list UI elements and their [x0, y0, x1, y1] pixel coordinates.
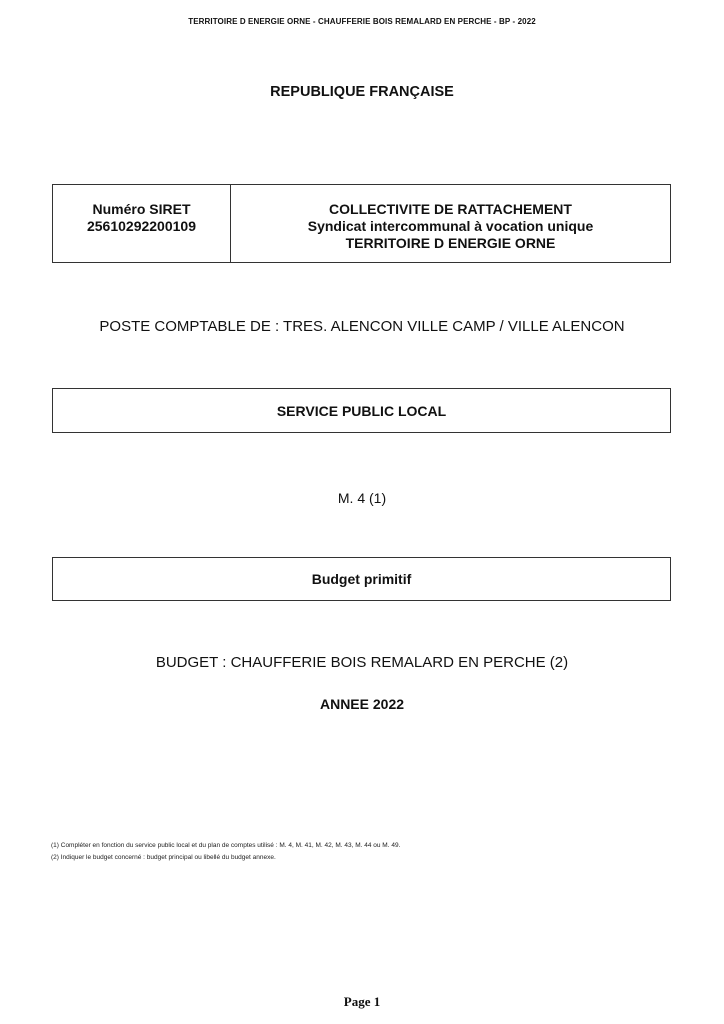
siret-number: 25610292200109: [86, 218, 196, 234]
footnotes: [51, 840, 400, 864]
service-label: SERVICE PUBLIC LOCAL: [276, 402, 447, 419]
collectivite-cell: [231, 185, 670, 262]
footnote-2: (2) Indiquer le budget concerné : budget principal ou libellé du budget annexe.: [51, 854, 276, 861]
footnote-1: (1) Compléter en fonction du service public local et du plan de comptes utilisé : M. 4, M. 41, M. 42, M. 43, M. 44 ou M. 49.: [51, 842, 401, 849]
budget-name: BUDGET : CHAUFFERIE BOIS REMALARD EN PERCHE (2): [155, 654, 569, 671]
nomenclature: M. 4 (1): [337, 490, 387, 506]
collectivite-title: COLLECTIVITE DE RATTACHEMENT: [329, 201, 572, 217]
collectivite-name: TERRITOIRE D ENERGIE ORNE: [345, 235, 556, 251]
siret-collectivite-table: [52, 184, 671, 263]
budget-type-box: [52, 557, 671, 601]
siret-label: Numéro SIRET: [92, 201, 191, 217]
republique-title: REPUBLIQUE FRANÇAISE: [270, 84, 454, 100]
page-header: TERRITOIRE D ENERGIE ORNE - CHAUFFERIE BOIS REMALARD EN PERCHE - BP - 2022: [188, 17, 536, 26]
service-public-box: [52, 388, 671, 433]
annee: ANNEE 2022: [319, 696, 405, 712]
poste-comptable: POSTE COMPTABLE DE : TRES. ALENCON VILLE CAMP / VILLE ALENCON: [99, 318, 625, 335]
budget-type-label: Budget primitif: [311, 571, 412, 587]
siret-cell: [53, 185, 231, 262]
collectivite-type: Syndicat intercommunal à vocation unique: [307, 218, 594, 234]
page-number: Page 1: [343, 994, 381, 1009]
